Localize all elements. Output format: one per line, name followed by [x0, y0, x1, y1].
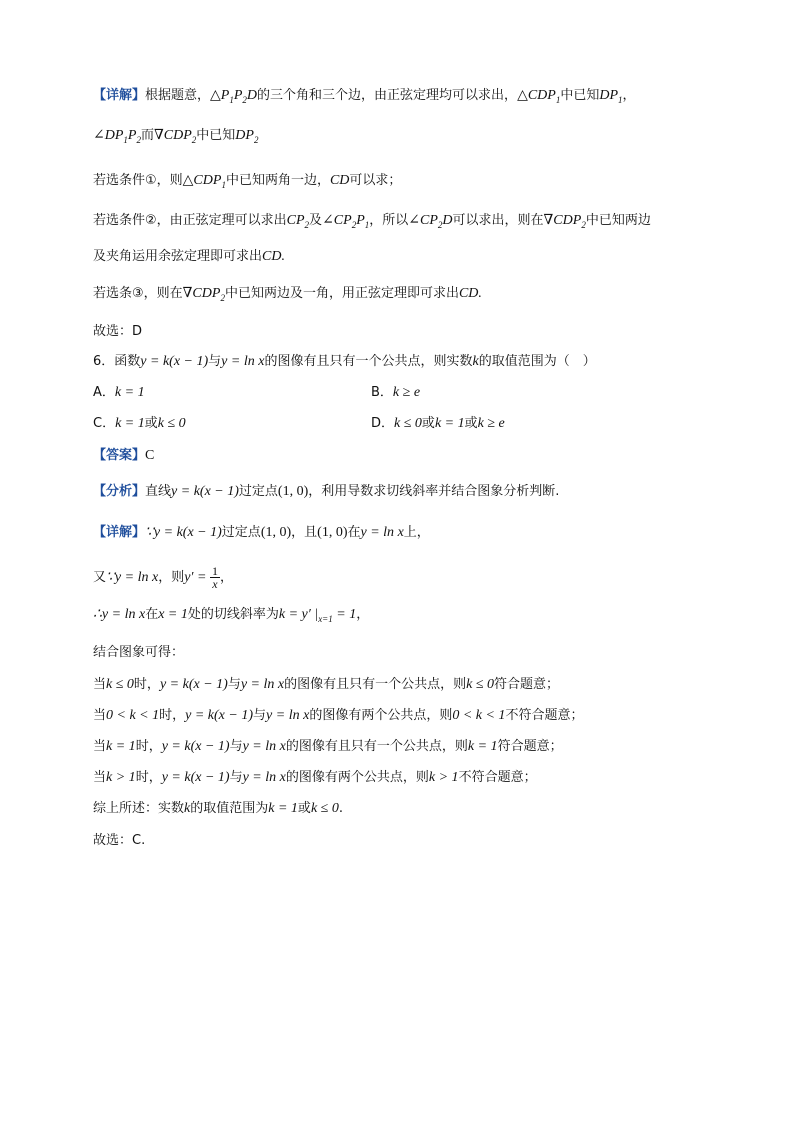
math-triangle-cdp2: $\nabla CDP_2$ — [543, 213, 586, 230]
text: 当 — [93, 708, 107, 723]
math-y-kx1: y = k(x − 1) — [140, 354, 209, 369]
math: 0 < k < 1 — [452, 708, 506, 723]
case-1 — [93, 675, 559, 695]
math-triangle-cdp2: $\nabla CDP_2$ — [182, 286, 225, 303]
option-a[interactable] — [93, 383, 145, 403]
text: 若选条件①，则 — [93, 173, 183, 188]
text: 6．函数 — [93, 354, 141, 369]
answer-value: C — [145, 448, 155, 463]
answer-tag: 【答案】 — [93, 448, 146, 463]
math-cd: CD — [329, 173, 350, 188]
text: 当 — [93, 677, 107, 692]
math: k ≥ e — [392, 385, 421, 400]
math: k = 1 — [467, 739, 498, 754]
math-fraction-1-over-x: $\frac{1}{x}$ — [211, 564, 218, 591]
math-cd: CD. — [262, 249, 285, 264]
text: 的取值范围为（ ） — [478, 354, 596, 369]
text: 综上所述：实数 — [93, 801, 185, 816]
case-2 — [93, 706, 583, 726]
text: 与 — [229, 770, 243, 785]
text: 的取值范围为 — [190, 801, 269, 816]
text: 过定点 — [221, 525, 261, 540]
text: 中已知两边及一角，用正弦定理即可求出 — [224, 286, 459, 301]
math-because-y-lnx: ∵y = ln x — [106, 570, 159, 585]
math: y = k(x − 1) — [185, 708, 254, 723]
text: ， — [356, 607, 370, 622]
math-y-prime: y′ = — [184, 570, 210, 585]
text: 的图像有且只有一个公共点，则实数 — [264, 354, 473, 369]
text: 处的切线斜率为 — [187, 607, 279, 622]
analysis-line — [93, 482, 559, 502]
text: 或 — [464, 416, 478, 431]
detail-line-1 — [93, 86, 636, 110]
text: 在 — [145, 607, 159, 622]
text: 的图像有且只有一个公共点，则 — [285, 739, 468, 754]
combine-graph: 结合图象可得： — [93, 645, 185, 660]
option-label: D． — [371, 416, 395, 431]
choose-d: 故选：D — [93, 324, 143, 339]
text: 过定点 — [238, 484, 278, 499]
text: 根据题意， — [145, 88, 211, 103]
text: 在 — [347, 525, 361, 540]
math: k ≥ e — [477, 416, 505, 431]
math-dp2: $DP_2$ — [235, 128, 259, 145]
text: 若选条③，则在 — [93, 286, 183, 301]
text: 或 — [144, 416, 158, 431]
text: 与 — [253, 708, 267, 723]
text: 与 — [229, 739, 243, 754]
text: 直线 — [145, 484, 172, 499]
text: 中已知两角一边， — [225, 173, 330, 188]
text: 又 — [93, 570, 107, 585]
text: . — [338, 801, 343, 816]
detail-2-line-3 — [93, 605, 369, 629]
text: 可以求； — [349, 173, 402, 188]
text: 若选条件②，由正弦定理可以求出 — [93, 213, 287, 228]
math: k = 1 — [115, 416, 145, 431]
math: k = 1 — [434, 416, 465, 431]
text: 不符合题意； — [458, 770, 537, 785]
text: 中已知 — [196, 128, 236, 143]
text: 的图像有且只有一个公共点，则 — [284, 677, 467, 692]
text: 时， — [159, 708, 186, 723]
text: 或 — [421, 416, 435, 431]
math-therefore-y-lnx: ∴y = ln x — [93, 607, 146, 622]
math-cd: CD. — [458, 286, 482, 301]
question-6 — [93, 352, 596, 372]
option-label: A． — [93, 385, 115, 400]
math-point-1-0: (1, 0) — [317, 525, 348, 540]
math-angle-cp2p1: $\angle CP_2P_1$ — [322, 213, 370, 230]
text: 上， — [403, 525, 430, 540]
math: k ≤ 0 — [394, 416, 422, 431]
math: 0 < k < 1 — [106, 708, 160, 723]
math-angle-cp2d: $\angle CP_2D$ — [408, 213, 453, 230]
text: 当 — [93, 770, 107, 785]
math: k > 1 — [428, 770, 459, 785]
math: k = 1 — [114, 385, 145, 400]
text: ， — [219, 570, 233, 585]
option-label: B． — [371, 385, 393, 400]
math: k ≤ 0 — [157, 416, 186, 431]
math-y-kx1: y = k(x − 1) — [171, 484, 239, 499]
math-triangle-cdp2: $\nabla CDP_2$ — [153, 128, 197, 145]
text: 或 — [297, 801, 311, 816]
math: k ≤ 0 — [106, 677, 134, 692]
text: 不符合题意； — [505, 708, 584, 723]
text: 符合题意； — [497, 739, 563, 754]
detail-line-4 — [93, 211, 651, 235]
math-dp1: $DP_1$ — [599, 88, 623, 105]
detail-tag: 【详解】 — [93, 88, 146, 103]
math: k ≤ 0 — [466, 677, 495, 692]
text: ，且 — [291, 525, 318, 540]
math-k: k — [184, 801, 191, 816]
math: k = 1 — [106, 739, 136, 754]
detail-2-line-2 — [93, 565, 233, 590]
option-label: C． — [93, 416, 116, 431]
text: 时， — [135, 770, 162, 785]
text: 当 — [93, 739, 107, 754]
detail-line-6 — [93, 284, 482, 308]
math: k ≤ 0 — [310, 801, 339, 816]
case-4 — [93, 768, 537, 788]
math-triangle-p1p2d: $\triangle P_1P_2D$ — [210, 88, 258, 105]
math-x-1: x = 1 — [158, 607, 188, 622]
text: 与 — [227, 677, 241, 692]
math-point-1-0: (1, 0) — [277, 484, 309, 499]
math-because-y-kx1: ∵y = k(x − 1) — [145, 525, 222, 540]
text: 与 — [208, 354, 222, 369]
math: y = ln x — [240, 677, 285, 692]
text: ， — [622, 88, 636, 103]
math: k = 1 — [268, 801, 298, 816]
detail-line-5 — [93, 247, 285, 267]
text: ，利用导数求切线斜率并结合图象分析判断. — [308, 484, 560, 499]
text: 中已知两边 — [585, 213, 651, 228]
text: 及夹角运用余弦定理即可求出 — [93, 249, 263, 264]
text: ，则 — [158, 570, 185, 585]
detail-2-line-1 — [93, 523, 430, 543]
text: ，所以 — [369, 213, 409, 228]
math: y = ln x — [266, 708, 310, 723]
math: y = k(x − 1) — [159, 677, 228, 692]
summary-line — [93, 799, 343, 819]
math-cp2: $CP_2$ — [286, 213, 310, 230]
text: 符合题意； — [494, 677, 560, 692]
math-triangle-cdp1: $\triangle CDP_1$ — [182, 173, 226, 190]
text: 时， — [135, 739, 162, 754]
math: k > 1 — [106, 770, 136, 785]
math-slope: k = y′ $|_{x=1} = 1$ — [278, 607, 357, 624]
math-k: k — [472, 354, 479, 369]
math-y-lnx: y = ln x — [221, 354, 265, 369]
text: 可以求出，则在 — [452, 213, 544, 228]
choose-c: 故选：C. — [93, 833, 146, 848]
text: 及 — [309, 213, 323, 228]
analysis-tag: 【分析】 — [93, 484, 146, 499]
math-angle-dp1p2: $\angle DP_1P_2$ — [93, 128, 141, 145]
math-point-1-0: (1, 0) — [260, 525, 292, 540]
math-triangle-cdp1: $\triangle CDP_1$ — [517, 88, 561, 105]
math: y = ln x — [242, 739, 286, 754]
detail-tag: 【详解】 — [93, 525, 146, 540]
text: 而 — [140, 128, 154, 143]
option-b[interactable] — [371, 383, 420, 403]
text: 的图像有两个公共点，则 — [285, 770, 429, 785]
option-d[interactable] — [371, 414, 505, 434]
answer-line — [93, 446, 154, 466]
math-y-lnx: y = ln x — [360, 525, 404, 540]
text: 的三个角和三个边，由正弦定理均可以求出， — [257, 88, 518, 103]
math: y = k(x − 1) — [161, 739, 230, 754]
math: y = ln x — [242, 770, 286, 785]
text: 时， — [133, 677, 160, 692]
option-c[interactable] — [93, 414, 186, 434]
math: y = k(x − 1) — [161, 770, 230, 785]
case-3 — [93, 737, 563, 757]
text: 中已知 — [560, 88, 600, 103]
detail-line-3 — [93, 171, 401, 195]
detail-line-2 — [93, 126, 258, 150]
text: 的图像有两个公共点，则 — [309, 708, 453, 723]
